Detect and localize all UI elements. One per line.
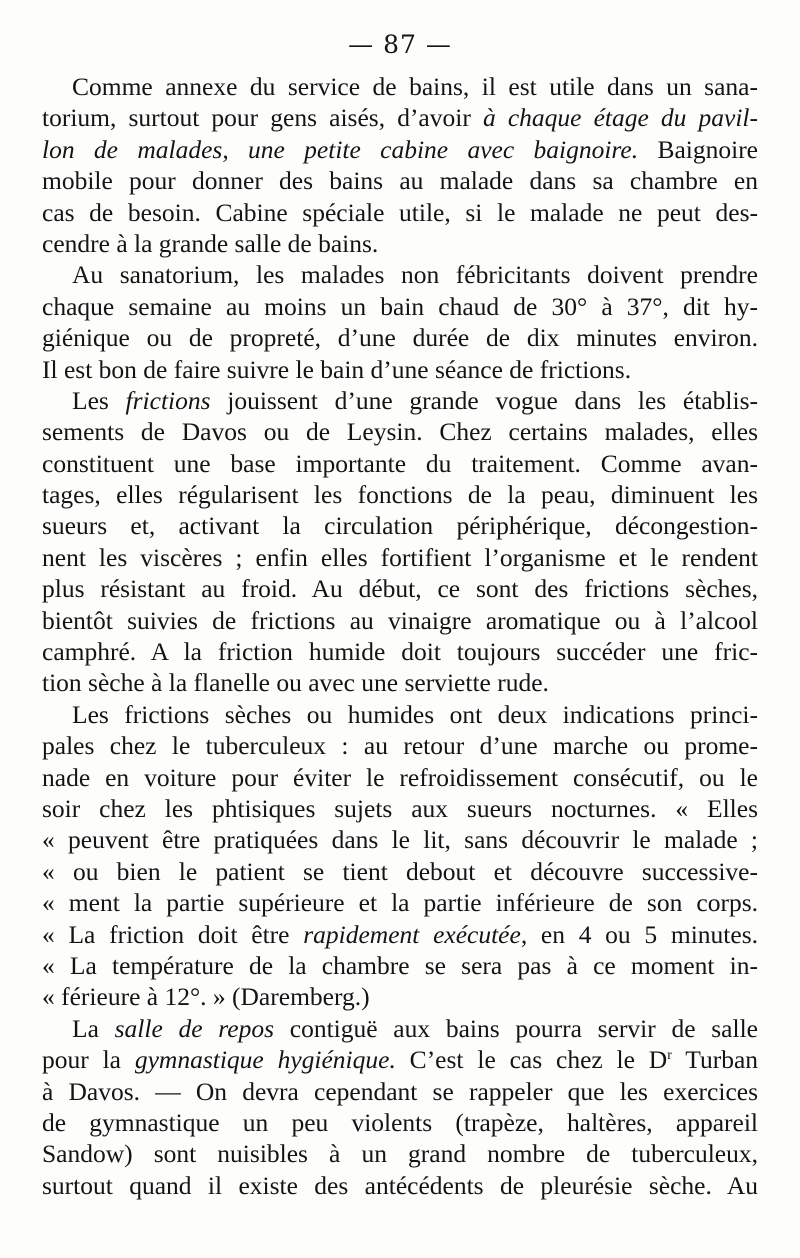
text-span: à Davos. — On devra cependant se rappeler que les exercices — [42, 1076, 758, 1106]
text-span: jouissent d’une grande vogue dans les établis- — [210, 385, 758, 415]
text-span: en 4 ou 5 minutes. — [527, 919, 759, 949]
text-line — [42, 667, 758, 698]
text-line — [42, 981, 758, 1012]
text-span: sueurs et, activant la circulation périphérique, décongestion- — [42, 511, 758, 541]
text-span: « férieure à 12°. » (Daremberg.) — [42, 982, 370, 1012]
text-span: Turban — [671, 1045, 759, 1075]
text-line — [42, 385, 758, 416]
text-span: « ou bien le patient se tient debout et découvre successive- — [42, 856, 758, 886]
text-line — [42, 1107, 758, 1138]
text-span: Il est bon de faire suivre le bain d’une séance de frictions. — [42, 354, 632, 384]
text-line — [42, 730, 758, 761]
text-line — [42, 887, 758, 918]
text-line — [42, 793, 758, 824]
text-line — [42, 134, 758, 165]
italic-text: rapidement exécutée, — [303, 919, 528, 949]
body-text — [42, 71, 758, 1201]
text-span: pour la — [42, 1045, 135, 1075]
text-line — [42, 573, 758, 604]
text-line — [42, 1044, 758, 1075]
text-span: tages, elles régularisent les fonctions de la peau, diminuent les — [42, 480, 758, 510]
text-line — [42, 1013, 758, 1044]
text-line — [42, 354, 758, 385]
text-span: Au sanatorium, les malades non fébricitants doivent prendre — [72, 260, 758, 290]
page-number: — 87 — — [348, 30, 452, 59]
text-line — [42, 416, 758, 447]
italic-text: salle de repos — [114, 1013, 275, 1043]
text-span: tion sèche à la flanelle ou avec une serviette rude. — [42, 668, 549, 698]
italic-text: frictions — [125, 385, 211, 415]
text-line — [42, 259, 758, 290]
text-span: Comme annexe du service de bains, il est utile dans un sana- — [72, 72, 758, 101]
text-line — [42, 479, 758, 510]
text-span: cendre à la grande salle de bains. — [42, 228, 379, 258]
text-span: nade en voiture pour éviter le refroidissement consécutif, ou le — [42, 762, 758, 792]
text-span: de gymnastique un peu violents (trapèze, haltères, appareil — [42, 1107, 758, 1137]
text-span: La — [72, 1013, 115, 1043]
text-span: plus résistant au froid. Au début, ce sont des frictions sèches, — [42, 574, 758, 604]
text-span: Baignoire — [638, 134, 759, 164]
text-line — [42, 71, 758, 102]
text-span: Les — [72, 385, 126, 415]
text-span: bientôt suivies de frictions au vinaigre aromatique ou à l’alcool — [42, 605, 758, 635]
text-line — [42, 824, 758, 855]
text-span: soir chez les phtisiques sujets aux sueurs nocturnes. « Elles — [42, 793, 758, 823]
text-span: Sandow) sont nuisibles à un grand nombre de tuberculeux, — [42, 1139, 758, 1169]
text-line — [42, 1138, 758, 1169]
text-line — [42, 542, 758, 573]
text-line — [42, 1076, 758, 1107]
text-span: constituent une base importante du traitement. Comme avan- — [42, 448, 758, 478]
text-span: surtout quand il existe des antécédents de pleurésie sèche. Au — [42, 1170, 758, 1200]
text-span: chaque semaine au moins un bain chaud de 30° à 37°, dit hy- — [42, 291, 758, 321]
text-line — [42, 1170, 758, 1201]
text-line — [42, 856, 758, 887]
text-line — [42, 291, 758, 322]
text-line — [42, 448, 758, 479]
text-line — [42, 228, 758, 259]
text-span: « La température de la chambre se sera pas à ce moment in- — [42, 950, 758, 980]
text-span: contiguë aux bains pourra servir de salle — [274, 1013, 758, 1043]
text-line — [42, 919, 758, 950]
italic-text: lon de malades, une petite cabine avec baignoire. — [42, 134, 639, 164]
text-span: « La friction doit être — [42, 919, 304, 949]
italic-text: à chaque étage du pavil- — [482, 103, 758, 133]
text-line — [42, 102, 758, 133]
text-line — [42, 197, 758, 228]
italic-text: gymnastique hygiénique. — [134, 1045, 396, 1075]
text-span: pales chez le tuberculeux : au retour d’une marche ou prome- — [42, 731, 758, 761]
text-span: mobile pour donner des bains au malade dans sa chambre en — [42, 166, 758, 196]
text-line — [42, 636, 758, 667]
text-line — [42, 165, 758, 196]
text-span: camphré. A la friction humide doit toujours succéder une fric- — [42, 637, 758, 667]
text-line — [42, 950, 758, 981]
text-span: torium, surtout pour gens aisés, d’avoir — [42, 103, 483, 133]
text-span: cas de besoin. Cabine spéciale utile, si le malade ne peut des- — [42, 197, 758, 227]
text-line — [42, 322, 758, 353]
text-line — [42, 510, 758, 541]
text-span: C’est le cas chez le D — [395, 1045, 668, 1075]
text-span: Les frictions sèches ou humides ont deux indications princi- — [72, 699, 758, 729]
text-line — [42, 762, 758, 793]
text-span: « ment la partie supérieure et la partie inférieure de son corps. — [42, 888, 758, 918]
text-line — [42, 699, 758, 730]
text-line — [42, 605, 758, 636]
text-span: sements de Davos ou de Leysin. Chez certains malades, elles — [42, 417, 758, 447]
text-span: giénique ou de propreté, d’une durée de dix minutes environ. — [42, 323, 758, 353]
superscript: r — [667, 1048, 672, 1064]
text-span: « peuvent être pratiquées dans le lit, sans découvrir le malade ; — [42, 825, 758, 855]
text-span: nent les viscères ; enfin elles fortifient l’organisme et le rendent — [42, 542, 758, 572]
